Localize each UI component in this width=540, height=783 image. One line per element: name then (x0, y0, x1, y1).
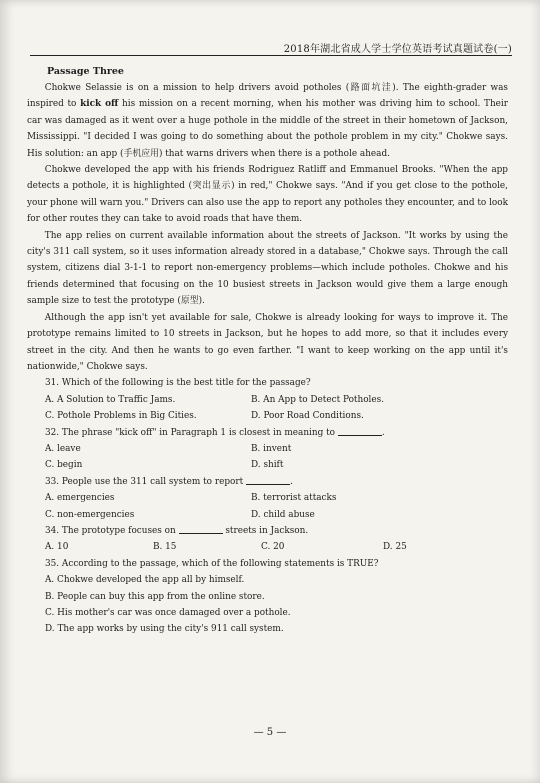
q33-option-a: A. emergencies (45, 493, 115, 504)
q33-stem-text: 33. People use the 311 call system to report (45, 476, 244, 487)
q35-option-b: B. People can buy this app from the online store. (45, 591, 265, 602)
q34-stem-text: 34. The prototype focuses on (45, 525, 176, 536)
q34-option-c: C. 20 (261, 542, 285, 553)
question-33-options-ab (27, 490, 508, 506)
answer-blank (179, 523, 223, 534)
q31-option-c: C. Pothole Problems in Big Cities. (45, 411, 197, 422)
q35-option-c: C. His mother's car was once damaged over a pothole. (45, 608, 291, 618)
q34-option-b: B. 15 (153, 542, 177, 553)
q32-option-b: B. invent (251, 443, 292, 454)
page-number: — 5 — (253, 727, 287, 738)
q32-option-a: A. leave (45, 443, 81, 454)
kick-off-phrase: kick off (80, 99, 119, 110)
question-35-stem: 35. According to the passage, which of the following statements is TRUE? (45, 558, 379, 569)
paragraph-4: Although the app isn't yet available for sale, Chokwe is already looking for ways to improve it. The prototype remains limited to 10 streets in Jackson, but he hopes to add more, so that it includes every street in the city. And then he wants to go even farther. "I want to keep working on the app until it's nationwide," Chokwe says. (27, 312, 508, 372)
q33-option-d: D. child abuse (251, 509, 315, 520)
question-32-options-ab (27, 441, 508, 457)
q32-stem-text: 32. The phrase "kick off" in Paragraph 1 is closest in meaning to (45, 427, 336, 438)
question-31-options-ab (27, 392, 508, 408)
header-rule (30, 55, 512, 56)
q31-option-a: A. A Solution to Traffic Jams. (45, 394, 176, 405)
paragraph-1-text-a: Chokwe Selassie is on a mission to help drivers avoid potholes (路面坑洼). The eighth-grader was inspired to (27, 83, 508, 110)
q34-option-d: D. 25 (383, 542, 407, 553)
q33-option-b: B. terrorist attacks (251, 493, 337, 504)
q35-option-d: D. The app works by using the city's 911 call system. (45, 624, 284, 635)
q31-option-d: D. Poor Road Conditions. (251, 411, 364, 422)
question-31-stem: 31. Which of the following is the best title for the passage? (45, 378, 311, 389)
question-33-options-cd (27, 507, 508, 523)
answer-blank (338, 425, 382, 436)
q34-option-a: A. 10 (45, 542, 69, 553)
paragraph-2: Chokwe developed the app with his friends Rodriguez Ratliff and Emmanuel Brooks. "When the app detects a pothole, it is highlighted (突出显示) in red," Chokwe says. "And if you get close to the pothole, your phone will warn you." Drivers can also use the app to report any potholes they encounter, and to look for other routes they can take to avoid roads that have them. (27, 165, 508, 225)
question-34-options (27, 539, 508, 555)
q32-stem-end: . (381, 427, 385, 438)
question-34-stem (27, 523, 508, 539)
q31-option-b: B. An App to Detect Potholes. (251, 394, 385, 405)
passage-content (27, 63, 508, 638)
question-32-options-cd (27, 457, 508, 473)
q35-option-a: A. Chokwe developed the app all by himself. (45, 575, 245, 586)
answer-blank (246, 474, 290, 485)
q33-option-c: C. non-emergencies (45, 509, 135, 520)
page-header: 2018年湖北省成人学士学位英语考试真题试卷(一) (283, 44, 512, 55)
question-33-stem (27, 474, 508, 490)
passage-title: Passage Three (47, 66, 124, 77)
q33-stem-end: . (289, 476, 293, 487)
q34-stem-end: streets in Jackson. (225, 525, 309, 536)
paragraph-3: The app relies on current available information about the streets of Jackson. "It works by using the city's 311 call system, so it uses information already stored in a database," Chokwe says. Through the call system, citizens dial 3-1-1 to report non-emergency problems—which include potholes. Chokwe and his friends determined that focusing on the 10 busiest streets in Jackson would give them a large enough sample size to test the prototype (原型). (27, 230, 508, 307)
q32-option-c: C. begin (45, 460, 83, 471)
question-32-stem (27, 425, 508, 441)
paragraph-1-text-b: his mission on a recent morning, when his mother was driving him to school. Their car was damaged as it went over a huge pothole in the middle of the street in their hometown of Jackson, Mississippi. "I decided I was going to do something about the pothole problem in my city." Chokwe says. His solution: an app (手机应用) that warns drivers when there is a pothole ahead. (27, 99, 509, 159)
q32-option-d: D. shift (251, 460, 284, 471)
paragraph-1 (27, 80, 508, 162)
question-31-options-cd (27, 408, 508, 424)
